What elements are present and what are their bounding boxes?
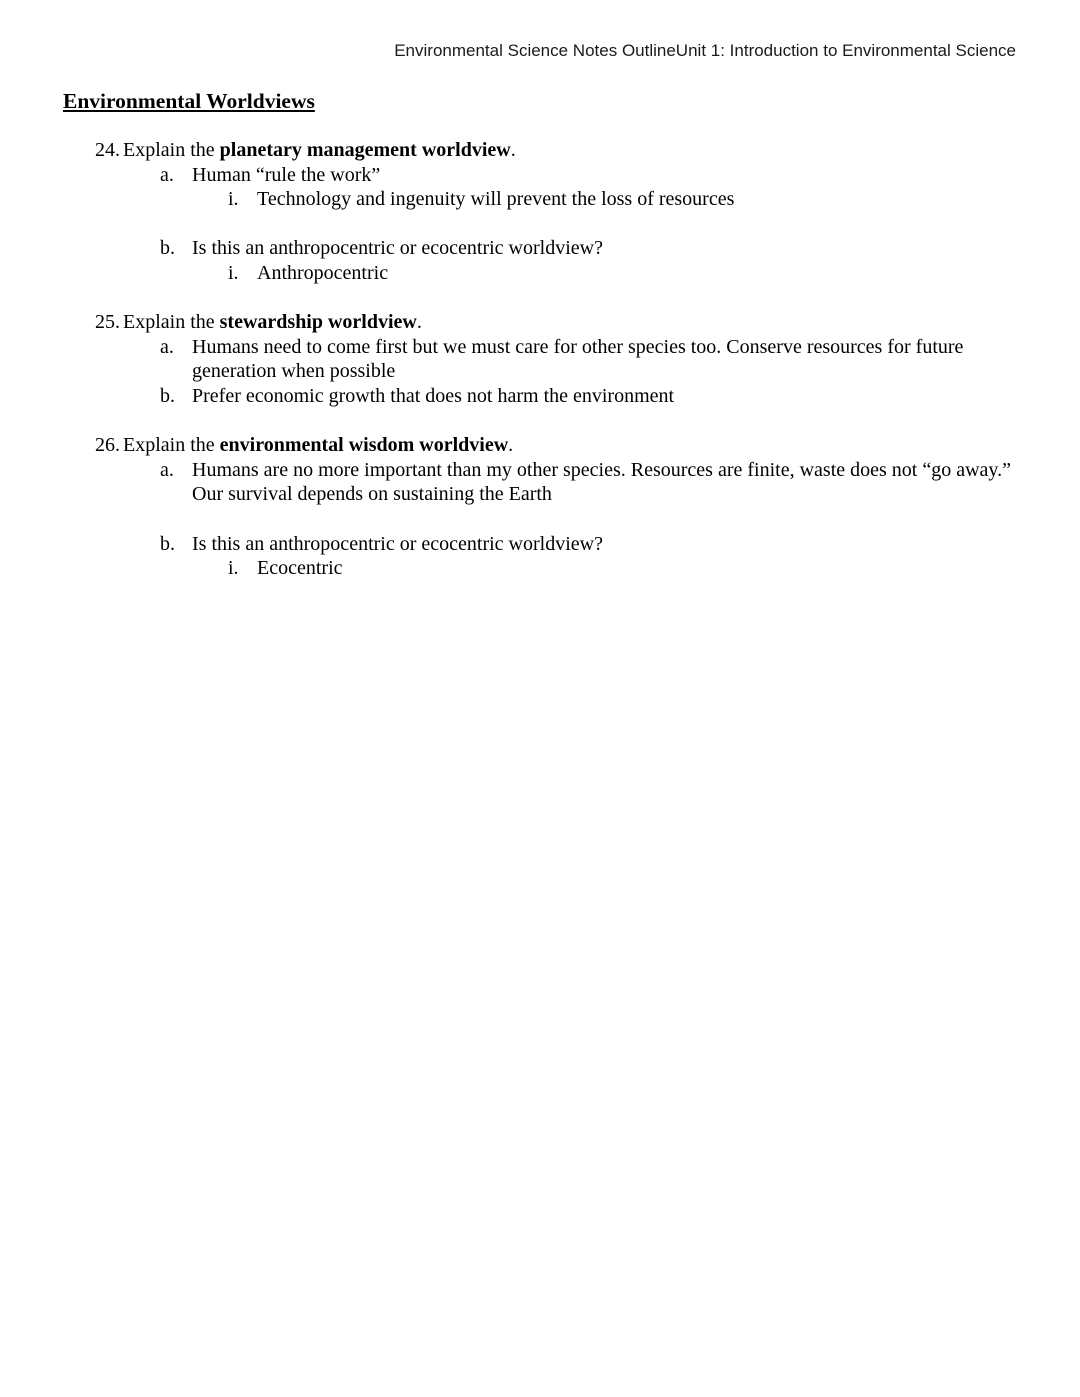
question-tail: . [508,434,514,457]
question-term: environmental wisdom worldview [219,434,509,457]
question-number: 25. [95,311,120,334]
question-lead: Explain the [123,434,220,457]
sub-text: Anthropocentric [257,261,389,284]
question-26 [0,433,1016,458]
question-25 [0,310,1016,335]
outline-content [0,138,1080,581]
question-number: 26. [95,434,120,457]
sub-item-25b [0,384,1016,409]
sub-text: Humans need to come first but we must care for other species too. Conserve resources for future generation when possible [192,335,964,383]
sub-marker: i. [228,261,239,284]
question-tail: . [416,311,422,334]
sub-marker: a. [160,335,174,358]
sub-item-24a [0,163,1016,188]
blank-line [0,409,1016,434]
question-term: stewardship worldview [219,311,417,334]
sub-item-26a [0,458,1016,507]
sub-marker: b. [160,532,175,555]
question-24 [0,138,1016,163]
sub-marker: a. [160,163,174,186]
sub-marker: i. [228,557,239,580]
question-number: 24. [95,139,120,161]
sub-marker: b. [160,384,175,407]
question-lead: Explain the [123,311,220,334]
sub-text: Is this an anthropocentric or ecocentric worldview? [192,532,603,555]
sub-item-26b [0,532,1016,557]
question-text [123,433,1016,458]
blank-line [0,286,1016,311]
question-text [123,138,1016,163]
sub-item-26b-i [0,556,1016,581]
sub-text: Humans are no more important than my other species. Resources are finite, waste does not “go away.” Our survival depends on sustaining the Earth [192,458,1011,506]
blank-line [0,212,1016,237]
sub-text: Technology and ingenuity will prevent the loss of resources [257,188,735,211]
sub-marker: b. [160,237,175,260]
sub-item-24b [0,236,1016,261]
blank-line [0,507,1016,532]
sub-text: Ecocentric [257,557,343,580]
sub-text: Prefer economic growth that does not harm the environment [192,384,675,407]
page-header-text: Environmental Science Notes OutlineUnit 1: Introduction to Environmental Science [394,41,1016,60]
question-lead: Explain the [123,139,220,161]
page-header [0,0,1080,60]
sub-text: Human “rule the work” [192,163,381,186]
section-heading: Environmental Worldviews [63,89,315,113]
question-term: planetary management worldview [219,139,511,161]
sub-item-24a-i [0,187,1016,212]
sub-item-25a [0,335,1016,384]
sub-text: Is this an anthropocentric or ecocentric worldview? [192,237,603,260]
sub-marker: i. [228,188,239,211]
sub-item-24b-i [0,261,1016,286]
question-tail: . [510,139,516,161]
sub-marker: a. [160,458,174,481]
question-text [123,310,1016,335]
